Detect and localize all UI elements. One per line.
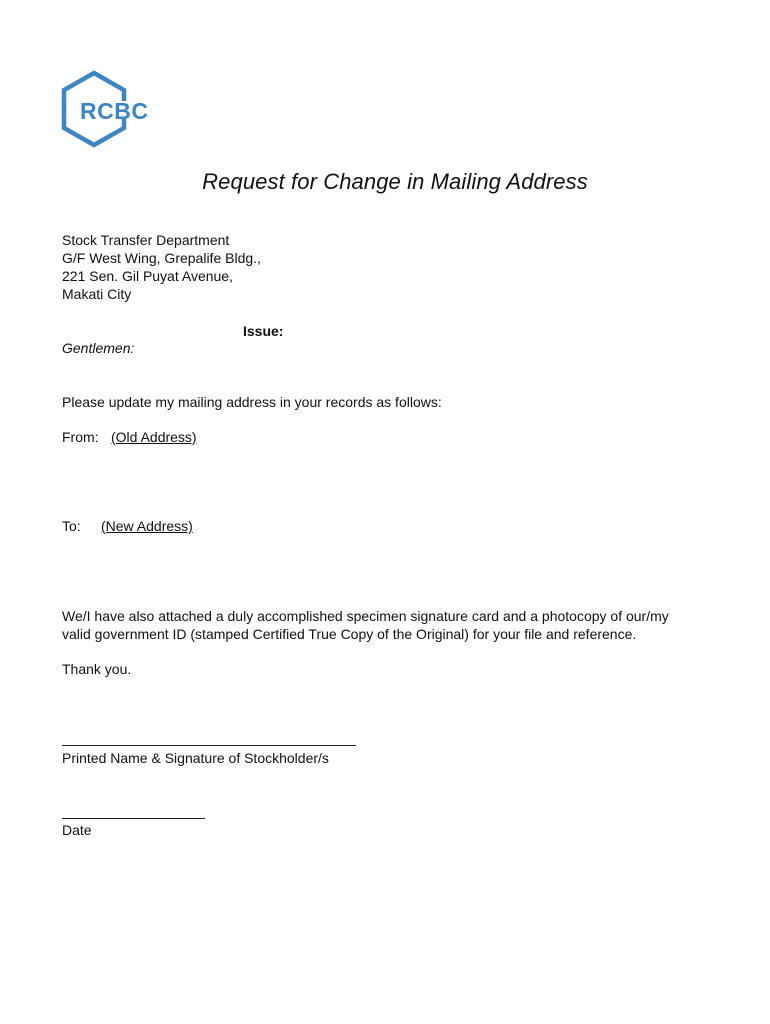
from-label: From: bbox=[62, 429, 99, 445]
recipient-line: Makati City bbox=[62, 286, 132, 302]
new-address-field: (New Address) bbox=[101, 518, 193, 534]
to-label: To: bbox=[62, 518, 81, 534]
closing-text: Thank you. bbox=[62, 661, 132, 677]
signature-label: Printed Name & Signature of Stockholder/s bbox=[62, 750, 329, 766]
recipient-address bbox=[62, 231, 261, 303]
recipient-line: G/F West Wing, Grepalife Bldg., bbox=[62, 250, 261, 266]
rcbc-hexagon-logo-icon bbox=[60, 70, 156, 154]
logo-wordmark: RCBC bbox=[80, 98, 149, 124]
recipient-line: Stock Transfer Department bbox=[62, 232, 230, 248]
rcbc-logo bbox=[60, 70, 156, 154]
attachment-line: valid government ID (stamped Certified True Copy of the Original) for your file and reference. bbox=[62, 626, 637, 642]
old-address-field: (Old Address) bbox=[111, 429, 197, 445]
salutation: Gentlemen: bbox=[62, 340, 135, 356]
signature-line bbox=[62, 745, 356, 746]
recipient-line: 221 Sen. Gil Puyat Avenue, bbox=[62, 268, 233, 284]
page-title: Request for Change in Mailing Address bbox=[202, 169, 588, 194]
date-line bbox=[62, 818, 205, 819]
attachment-line: We/I have also attached a duly accomplished specimen signature card and a photocopy of our/my bbox=[62, 608, 669, 624]
attachment-paragraph bbox=[62, 607, 669, 643]
issue-label: Issue: bbox=[243, 323, 284, 339]
request-text: Please update my mailing address in your records as follows: bbox=[62, 394, 442, 410]
date-label: Date bbox=[62, 822, 92, 838]
